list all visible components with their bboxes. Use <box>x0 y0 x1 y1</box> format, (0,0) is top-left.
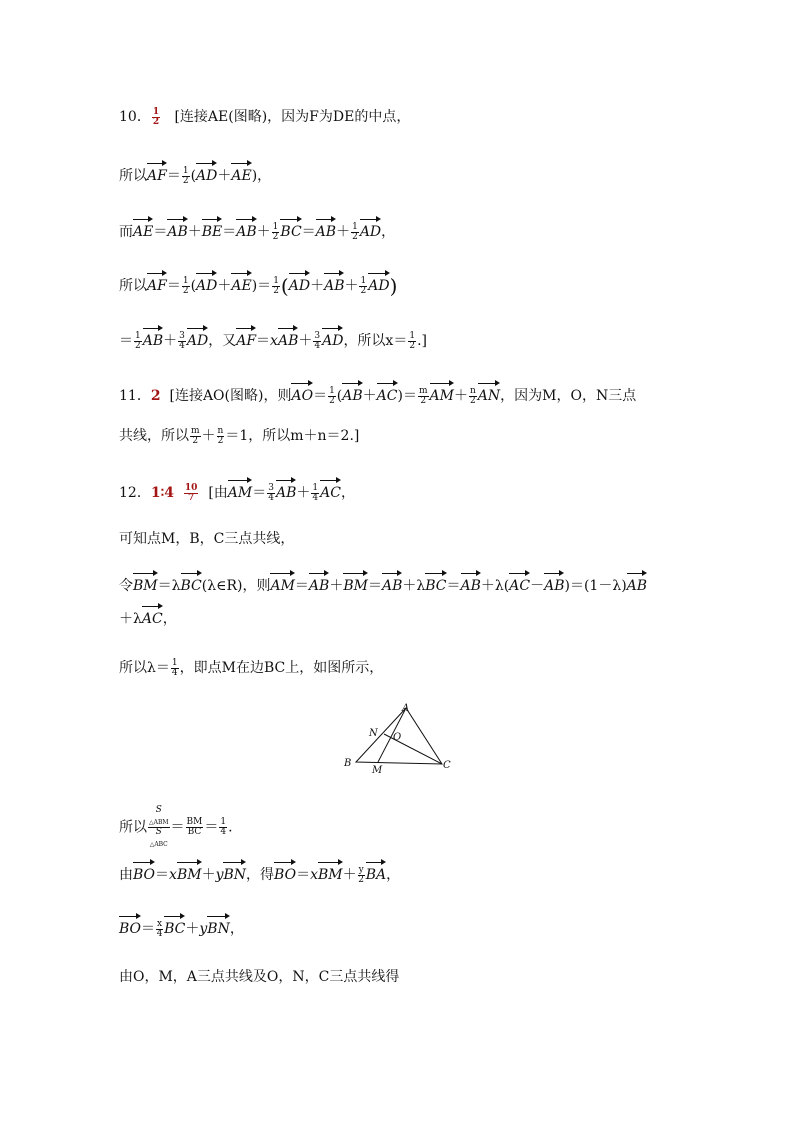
p12-line9: 由O，M，A三点共线及O，N，C三点共线得 <box>119 969 400 985</box>
p10-line3: 而AE＝AB＋BE＝AB＋ $\frac{1}{2}$ BC＝AB＋ $\frac{1}{2}$ AD， <box>119 217 395 243</box>
p12-line2: 可知点M，B，C三点共线， <box>119 531 295 547</box>
p11-line2: 共线，所以 $\frac{m}{2}$ ＋ $\frac{n}{2}$ ＝1，所以m＋n＝2.] <box>119 425 360 446</box>
p10-answer: $\frac{1}{2}$ <box>152 106 160 127</box>
label-c: C <box>443 760 451 771</box>
p10-number: 10． <box>119 109 151 125</box>
label-o: O <box>393 732 402 743</box>
label-a: A <box>402 703 410 714</box>
p12-line4: ＋λAC， <box>119 604 177 630</box>
p11-line1: 11．2 [连接AO(图略)，则AO＝ $\frac{1}{2}$ (AB＋AC)＝ $\frac{m}{2}$ AM＋ $\frac{n}{2}$ AN，因为M，O，N三点 <box>119 381 636 407</box>
p12-answer-1: 1∶4 <box>150 485 174 501</box>
p10-line4: 所以AF＝ $\frac{1}{2}$ (AD＋AE)＝ $\frac{1}{2}$ (AD＋AB＋ $\frac{1}{2}$ AD) <box>119 271 397 297</box>
label-b: B <box>344 758 352 769</box>
p12-line1: 12．1∶4 $\frac{10}{7}$ [由AM＝ $\frac{3}{4}$ AB＋ $\frac{1}{4}$ AC， <box>119 478 355 504</box>
p10-line5: ＝ $\frac{1}{2}$ AB＋ $\frac{3}{4}$ AD，又AF＝xAB＋ $\frac{3}{4}$ AD，所以x＝ $\frac{1}{2}$ .] <box>119 326 427 352</box>
p12-line5: 所以λ＝ $\frac{1}{4}$ ，即点M在边BC上，如图所示， <box>119 657 384 678</box>
p10-line1 <box>119 106 410 128</box>
p12-answer-2: $\frac{10}{7}$ <box>184 482 198 503</box>
label-m: M <box>372 765 383 776</box>
segment-am <box>378 708 406 762</box>
p12-line8: BO＝ $\frac{x}{4}$ BC＋yBN， <box>119 914 244 940</box>
p12-line3: 令BM＝λBC(λ∈R)，则AM＝AB＋BM＝AB＋λBC＝AB＋λ(AC－AB)＝(1－λ)AB <box>119 571 647 597</box>
p10-text: [连接AE(图略)，因为F为DE的中点， <box>174 109 411 125</box>
p10-line2: 所以AF＝ $\frac{1}{2}$ (AD＋AE)， <box>119 161 271 187</box>
p12-line6: 所以 S $_{\triangle ABM}$ S $_{\triangle ABC}$ ＝ $\frac{BM}{BC}$ ＝ $\frac{1}{4}$ . <box>119 805 233 848</box>
triangle-figure <box>338 700 460 780</box>
label-n: N <box>369 728 378 739</box>
p12-line7: 由BO＝xBM＋yBN，得BO＝xBM＋ $\frac{y}{2}$ BA， <box>119 860 400 886</box>
p11-answer: 2 <box>150 388 161 404</box>
